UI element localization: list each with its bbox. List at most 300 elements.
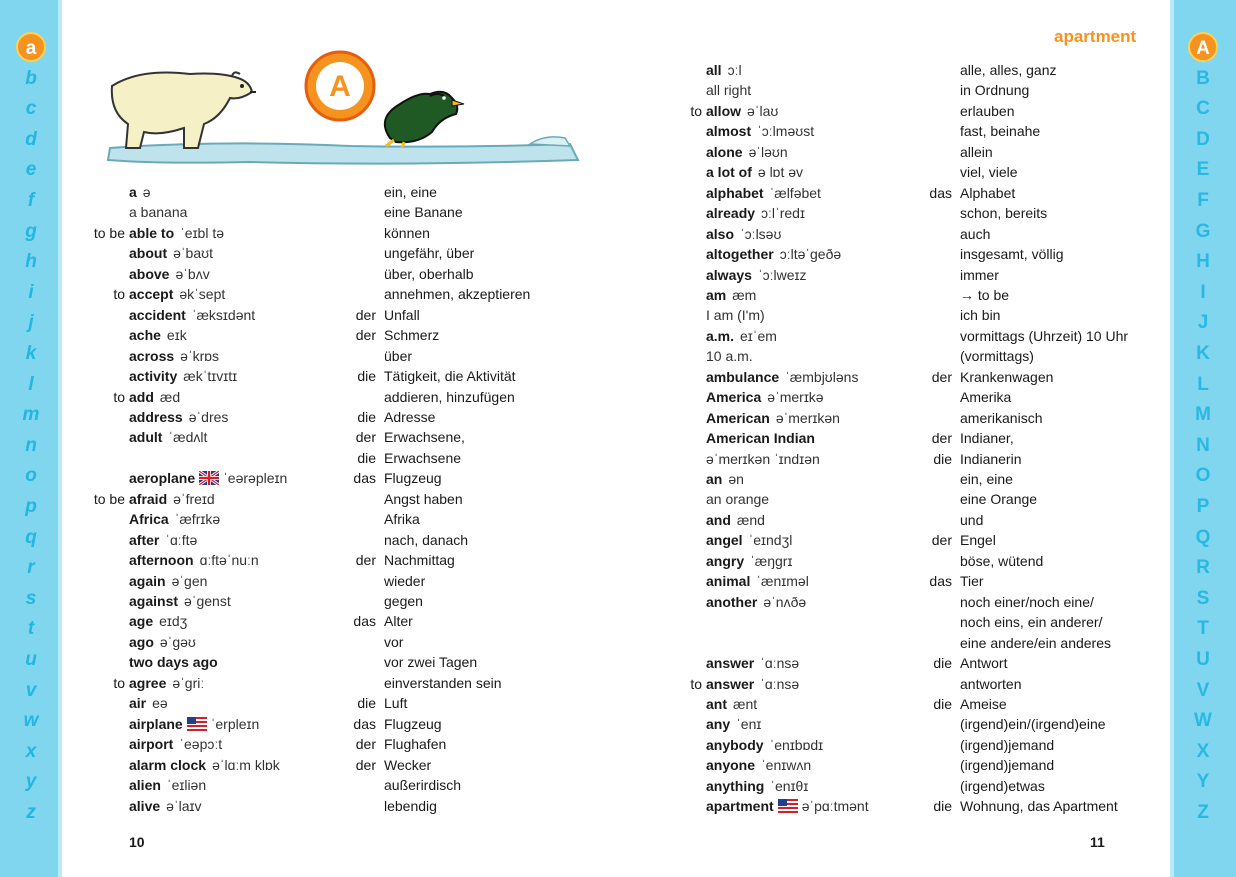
entry-headword: apartment <box>706 798 774 815</box>
entry-prefix: to <box>690 675 702 692</box>
entry-article: die <box>357 449 376 466</box>
page-number-right: 11 <box>1090 834 1105 850</box>
dictionary-entry <box>0 592 1236 612</box>
entry-article: das <box>353 715 376 732</box>
entry-prefix: to <box>113 388 125 405</box>
entry-headword: a.m. <box>706 327 735 344</box>
entry-main <box>706 142 788 162</box>
entry-translation: (irgend)jemand <box>960 757 1055 774</box>
entry-pronunciation: eɪdʒ <box>159 613 188 630</box>
dictionary-entry <box>0 449 1236 469</box>
alphabet-index-letter[interactable]: y <box>25 771 37 793</box>
entry-translation: (vormittags) <box>960 348 1034 365</box>
entry-main <box>706 428 821 448</box>
entry-main <box>706 653 799 673</box>
entry-translation: erlauben <box>960 102 1015 119</box>
alphabet-index-letter[interactable]: X <box>1196 740 1210 762</box>
alphabet-index-letter[interactable]: j <box>28 312 34 334</box>
dictionary-entry <box>0 674 1236 694</box>
alphabet-index-letter[interactable]: D <box>1196 128 1210 150</box>
entry-translation: nach, danach <box>384 531 469 548</box>
dictionary-entry <box>0 220 1236 244</box>
entry-translation: Flugzeug <box>384 715 442 732</box>
entry-headword: an <box>706 471 723 487</box>
entry-translation: schon, bereits <box>960 205 1048 222</box>
entry-pronunciation: æd <box>159 388 181 405</box>
entry-translation: Indianerin <box>960 450 1022 467</box>
alphabet-index-letter[interactable]: c <box>25 98 37 120</box>
entry-headword: airplane <box>129 715 183 732</box>
entry-pronunciation: eə <box>152 695 168 712</box>
entry-main <box>706 244 841 264</box>
entry-translation: allein <box>960 143 993 160</box>
dictionary-entry <box>0 755 1236 775</box>
alphabet-index-letter[interactable]: P <box>1196 496 1210 517</box>
alphabet-index-letter[interactable]: F <box>1197 190 1209 211</box>
entry-headword: answer <box>706 675 755 692</box>
alphabet-index-letter[interactable]: T <box>1197 618 1209 640</box>
entry-prefix: to <box>113 674 125 691</box>
entry-translation: antworten <box>960 675 1022 692</box>
entry-headword: any <box>706 716 731 733</box>
entry-article: die <box>357 368 376 385</box>
entry-main <box>706 265 806 285</box>
entry-translation: → to be <box>960 286 1010 303</box>
entry-translation: ungefähr, über <box>384 245 475 262</box>
entry-translation: über, oberhalb <box>384 265 474 282</box>
dictionary-entry <box>0 653 1236 673</box>
alphabet-index-letter[interactable]: Q <box>1195 526 1211 548</box>
entry-headword: another <box>706 593 758 610</box>
entry-translation: Antwort <box>960 655 1008 672</box>
alphabet-index-letter[interactable]: E <box>1196 159 1210 181</box>
dictionary-entry <box>0 469 1236 489</box>
entry-headword: Africa <box>129 511 169 528</box>
entry-pronunciation: ɔːlˈredɪ <box>761 205 805 222</box>
entry-translation: Wohnung, das Apartment <box>960 798 1118 815</box>
entry-translation: (irgend)etwas <box>960 777 1045 794</box>
entry-translation: Indianer, <box>960 430 1014 447</box>
entry-translation: Engel <box>960 532 996 549</box>
entry-pronunciation: ˈædʌlt <box>168 429 208 446</box>
entry-article: die <box>357 408 376 425</box>
entry-headword: aeroplane <box>129 470 196 487</box>
entry-pronunciation: ˈælfəbet <box>769 184 821 201</box>
entry-translation: (irgend)ein/(irgend)eine <box>960 716 1106 733</box>
alphabet-index-letter[interactable]: S <box>1196 587 1210 609</box>
entry-translation: fast, beinahe <box>960 123 1041 140</box>
entry-pronunciation: əkˈsept <box>179 286 226 303</box>
entry-translation: Adresse <box>384 408 436 425</box>
entry-pronunciation: ˈɔːlməʊst <box>757 123 815 140</box>
entry-translation: ein, eine <box>960 471 1013 487</box>
dictionary-entry <box>0 183 1236 203</box>
entry-main <box>706 674 799 694</box>
dictionary-entry <box>0 408 1236 428</box>
entry-pronunciation: ˈeərəpleɪn <box>223 470 288 487</box>
entry-headword: alive <box>129 797 161 814</box>
entry-pronunciation: əˈlaɪv <box>166 797 202 814</box>
alphabet-index-letter[interactable]: p <box>25 496 37 517</box>
alphabet-index-letter[interactable]: V <box>1196 679 1210 701</box>
entry-translation: können <box>384 224 430 241</box>
dictionary-entry <box>0 305 1236 325</box>
entry-main <box>706 571 809 591</box>
entry-main <box>706 183 821 203</box>
entry-translation: noch eins, ein anderer/ <box>960 614 1103 631</box>
entry-translation: insgesamt, völlig <box>960 246 1064 263</box>
entry-translation: gegen <box>384 593 423 609</box>
entry-headword: above <box>129 265 170 282</box>
entry-headword: against <box>129 593 179 609</box>
entry-main <box>706 469 744 489</box>
entry-headword: ago <box>129 633 154 650</box>
entry-headword: across <box>129 347 175 364</box>
entry-prefix: to be <box>93 490 125 507</box>
dictionary-entry <box>0 343 1236 366</box>
entry-pronunciation: əˈlaʊ <box>747 102 779 119</box>
alphabet-index-letter[interactable]: e <box>25 159 37 181</box>
entry-pronunciation: a banana <box>129 204 188 221</box>
entry-pronunciation: ˈɑːftə <box>165 531 198 548</box>
entry-translation: Erwachsene, <box>384 429 465 446</box>
entry-main <box>706 592 806 612</box>
entry-headword: alien <box>129 777 161 794</box>
entry-translation: Nachmittag <box>384 552 455 569</box>
alphabet-index-letter[interactable]: k <box>25 343 37 364</box>
entry-main <box>706 489 769 509</box>
alphabet-index-letter[interactable]: b <box>25 67 37 89</box>
dictionary-entry <box>0 121 1236 141</box>
entry-headword: anyone <box>706 757 756 774</box>
entry-pronunciation: ɔːl <box>727 62 742 78</box>
alphabet-index-letter[interactable]: R <box>1196 557 1210 579</box>
entry-headword: answer <box>706 655 755 672</box>
entry-article: das <box>353 470 376 487</box>
entry-main <box>706 449 820 469</box>
entry-pronunciation: ˈɔːlweɪz <box>757 266 807 283</box>
entry-headword: alarm clock <box>129 756 207 773</box>
entry-headword: a <box>129 184 137 200</box>
entry-main <box>706 755 811 775</box>
entry-headword: am <box>706 286 727 303</box>
alphabet-index-letter[interactable]: z <box>26 802 36 823</box>
entry-headword: ant <box>706 695 727 712</box>
alphabet-index-letter[interactable]: O <box>1195 465 1211 487</box>
entry-article: der <box>355 306 376 323</box>
entry-translation: amerikanisch <box>960 409 1043 426</box>
alphabet-index-letter[interactable]: Y <box>1196 771 1210 793</box>
dictionary-entry <box>0 265 1236 285</box>
alphabet-index-letter[interactable]: f <box>27 190 35 211</box>
entry-headword: afternoon <box>129 552 194 569</box>
entry-pronunciation: ˈɑːnsə <box>760 655 800 672</box>
alphabet-index-letter[interactable]: L <box>1197 373 1209 395</box>
entry-pronunciation: ˈenɪθɪ <box>770 777 809 794</box>
entry-translation: auch <box>960 225 991 242</box>
running-headword: apartment <box>1054 27 1137 46</box>
entry-article: die <box>933 450 952 467</box>
alphabet-index-letter[interactable]: N <box>1196 434 1210 456</box>
entry-pronunciation: ˈeɪliən <box>166 777 207 794</box>
entry-translation: (irgend)jemand <box>960 736 1055 753</box>
entry-article: der <box>931 532 952 549</box>
entry-prefix: to be <box>93 224 125 241</box>
entry-translation: Schmerz <box>384 327 440 344</box>
entry-article: die <box>933 695 952 712</box>
entry-pronunciation: əˈmerɪkə <box>767 389 824 406</box>
entry-headword: almost <box>706 123 752 140</box>
entry-translation: annehmen, akzeptieren <box>384 286 531 303</box>
alphabet-index-letter[interactable]: d <box>25 128 37 150</box>
entry-headword: always <box>706 266 752 283</box>
alphabet-index-letter[interactable]: q <box>25 526 37 548</box>
entry-pronunciation: ˈɑːnsə <box>760 675 800 692</box>
entry-translation: Afrika <box>384 511 420 528</box>
alphabet-index-letter[interactable]: l <box>28 373 34 395</box>
entry-headword: American <box>706 409 770 426</box>
entry-pronunciation: ækˈtɪvɪtɪ <box>183 368 238 385</box>
alphabet-index-letter[interactable]: K <box>1196 343 1210 364</box>
entry-pronunciation: əˈgriː <box>172 674 205 691</box>
entry-main <box>706 796 869 816</box>
entry-article: der <box>355 327 376 344</box>
entry-translation: Ameise <box>960 695 1007 712</box>
entry-pronunciation: əˈgen <box>171 572 208 589</box>
entry-pronunciation: ˈɔːlsəʊ <box>740 225 782 242</box>
alphabet-index-letter[interactable]: h <box>25 251 37 273</box>
entry-translation: und <box>960 511 984 528</box>
entry-translation: Tätigkeit, die Aktivität <box>384 368 516 385</box>
entry-translation: Flugzeug <box>384 470 442 487</box>
dictionary-entry <box>0 633 1236 653</box>
entry-article: die <box>357 695 376 712</box>
alphabet-index-letter[interactable]: w <box>23 710 39 732</box>
entry-main <box>706 60 742 80</box>
entry-headword: angry <box>706 552 745 569</box>
alphabet-index-letter[interactable]: u <box>25 649 37 670</box>
entry-headword: after <box>129 531 160 548</box>
entry-pronunciation: all right <box>706 82 752 99</box>
entry-translation: viel, viele <box>960 164 1018 181</box>
dictionary-entry <box>0 489 1236 509</box>
entry-pronunciation: ə lɒt əv <box>757 164 804 181</box>
entry-headword: airport <box>129 736 174 753</box>
entry-headword: activity <box>129 368 178 385</box>
entry-main <box>706 551 792 571</box>
alphabet-index-letter[interactable]: v <box>25 679 37 701</box>
entry-translation: Amerika <box>960 389 1012 406</box>
entry-translation: in Ordnung <box>960 82 1030 99</box>
entry-headword: altogether <box>706 246 774 263</box>
entry-translation: addieren, hinzufügen <box>384 388 515 405</box>
dictionary-entry <box>0 776 1236 796</box>
entry-pronunciation: ˈeɪndʒl <box>748 532 793 549</box>
entry-headword: ambulance <box>706 368 780 385</box>
dictionary-entry <box>0 714 1236 734</box>
entry-pronunciation: əˈgenst <box>184 593 231 609</box>
alphabet-index-letter[interactable]: B <box>1196 67 1210 89</box>
entry-prefix: to <box>690 102 702 119</box>
entry-translation: Flughafen <box>384 736 447 753</box>
entry-pronunciation: ˈæŋgrɪ <box>750 552 793 569</box>
entry-headword: American Indian <box>706 430 815 447</box>
entry-headword: a lot of <box>706 164 752 181</box>
entry-pronunciation: əˈpɑːtmənt <box>801 798 869 815</box>
entry-pronunciation: ə <box>142 184 151 200</box>
entry-article: der <box>355 552 376 569</box>
entry-headword: ache <box>129 327 161 344</box>
entry-article: der <box>355 736 376 753</box>
dictionary-entry <box>0 510 1236 530</box>
entry-headword: address <box>129 408 183 425</box>
page-number-left: 10 <box>129 834 145 850</box>
alphabet-index-letter[interactable]: J <box>1197 312 1209 334</box>
entry-main <box>706 101 778 121</box>
alphabet-index-letter[interactable]: m <box>22 404 40 426</box>
entry-translation: Alphabet <box>960 184 1016 201</box>
entry-pronunciation: ˈæksɪdənt <box>191 306 256 323</box>
alphabet-index-letter[interactable]: s <box>25 587 37 609</box>
entry-article: das <box>353 613 376 630</box>
alphabet-index-letter[interactable]: W <box>1194 710 1212 732</box>
entry-headword: two days ago <box>129 654 218 671</box>
entry-translation: noch einer/noch eine/ <box>960 593 1094 610</box>
entry-main <box>706 326 777 346</box>
entry-pronunciation: ɔːltəˈgeðə <box>779 246 842 263</box>
entry-pronunciation: ˈerpleɪn <box>210 715 260 732</box>
entry-headword: afraid <box>129 490 168 507</box>
entry-translation: Luft <box>384 695 408 712</box>
entry-main <box>706 305 765 325</box>
alphabet-index-letter[interactable]: g <box>25 220 37 242</box>
dictionary-entry <box>0 98 1236 121</box>
alphabet-index-letter[interactable]: M <box>1195 404 1211 426</box>
alphabet-index-letter[interactable]: t <box>27 618 35 640</box>
entry-pronunciation: ˈeəpɔːt <box>179 736 223 753</box>
entry-headword: agree <box>129 674 167 691</box>
entry-pronunciation: ˈenɪ <box>736 716 762 733</box>
dictionary-entry <box>0 571 1236 591</box>
entry-headword: adult <box>129 429 163 446</box>
entry-headword: alphabet <box>706 184 764 201</box>
alphabet-index-letter[interactable]: H <box>1196 251 1210 273</box>
entry-pronunciation: an orange <box>706 491 770 508</box>
entry-main <box>706 510 765 530</box>
entry-article: das <box>929 184 952 201</box>
current-letter-badge[interactable]: A <box>1188 32 1218 62</box>
dictionary-entry <box>0 281 1236 305</box>
entry-pronunciation: ɑːftəˈnuːn <box>199 552 259 569</box>
entry-article: der <box>355 756 376 773</box>
entry-headword: alone <box>706 143 743 160</box>
alphabet-index-letter[interactable]: r <box>27 557 35 579</box>
entry-pronunciation: əˈbaʊt <box>173 245 213 262</box>
entry-pronunciation: əˈkrɒs <box>180 347 220 364</box>
alphabet-index-letter[interactable]: G <box>1195 220 1211 242</box>
entry-main <box>706 387 824 407</box>
alphabet-index-letter[interactable]: C <box>1196 98 1210 120</box>
entry-translation: ich bin <box>960 307 1001 324</box>
alphabet-index-letter[interactable]: U <box>1196 649 1210 670</box>
us-flag-icon <box>778 799 798 813</box>
entry-translation: Krankenwagen <box>960 368 1054 385</box>
dictionary-entry <box>0 526 1236 550</box>
current-letter-badge[interactable]: a <box>16 32 46 62</box>
entry-main <box>706 530 792 550</box>
entry-article: der <box>931 368 952 385</box>
alphabet-index-letter[interactable]: o <box>25 465 37 487</box>
entry-pronunciation: ˈenɪwʌn <box>761 757 812 774</box>
entry-main <box>706 735 823 755</box>
entry-article: die <box>933 798 952 815</box>
alphabet-index-letter[interactable]: n <box>25 434 37 456</box>
entry-article: der <box>355 429 376 446</box>
entry-pronunciation: 10 a.m. <box>706 348 753 365</box>
entry-pronunciation: eɪˈem <box>740 327 777 344</box>
entry-translation: vor zwei Tagen <box>384 654 478 671</box>
dictionary-entry <box>0 142 1236 162</box>
alphabet-index-letter[interactable]: x <box>25 740 37 762</box>
dictionary-entry <box>0 60 1236 80</box>
entry-main <box>706 776 808 796</box>
entry-translation: außerirdisch <box>384 777 462 794</box>
entry-headword: allow <box>706 102 742 119</box>
entry-pronunciation: ˈæmbjʊləns <box>785 368 859 385</box>
entry-pronunciation: əˈləʊn <box>748 143 788 160</box>
entry-main <box>706 162 803 182</box>
entry-headword: animal <box>706 573 751 590</box>
alphabet-index-letter[interactable]: i <box>28 281 34 303</box>
entry-translation: Alter <box>384 613 413 630</box>
dictionary-entry <box>0 367 1236 387</box>
alphabet-index-letter[interactable]: Z <box>1197 802 1209 823</box>
entry-headword: able to <box>129 224 175 241</box>
dictionary-entry <box>0 159 1236 182</box>
entry-main <box>706 203 805 223</box>
entry-headword: again <box>129 572 166 589</box>
entry-pronunciation: eɪk <box>166 327 187 344</box>
entry-pronunciation: ænt <box>733 695 758 712</box>
entry-pronunciation: ænd <box>736 511 765 528</box>
dictionary-entry <box>0 694 1236 714</box>
entry-main <box>706 346 753 366</box>
entry-headword: all <box>706 62 722 78</box>
entry-pronunciation: æm <box>732 286 757 303</box>
alphabet-index-letter[interactable]: I <box>1200 281 1206 303</box>
entry-article: die <box>933 655 952 672</box>
entry-translation: Angst haben <box>384 490 463 507</box>
entry-prefix: to <box>113 286 125 303</box>
dictionary-entry <box>0 735 1236 755</box>
entry-main <box>706 408 840 428</box>
entry-translation: lebendig <box>384 797 437 814</box>
entry-translation: über <box>384 347 413 364</box>
entry-pronunciation: əˈdres <box>188 408 229 425</box>
entry-main <box>706 80 751 100</box>
entry-translation: Wecker <box>384 756 432 773</box>
entry-translation: vormittags (Uhrzeit) 10 Uhr <box>960 327 1129 344</box>
entry-main <box>706 367 858 387</box>
entry-pronunciation: əˈmerɪkən <box>775 409 840 426</box>
dictionary-entry <box>0 326 1236 346</box>
entry-headword: age <box>129 613 154 630</box>
entry-headword: anything <box>706 777 765 794</box>
entry-headword: add <box>129 388 154 405</box>
entry-pronunciation: əˈnʌðə <box>763 593 807 610</box>
entry-translation: eine Banane <box>384 204 463 221</box>
entry-pronunciation: əˈlɑːm klɒk <box>212 756 280 773</box>
